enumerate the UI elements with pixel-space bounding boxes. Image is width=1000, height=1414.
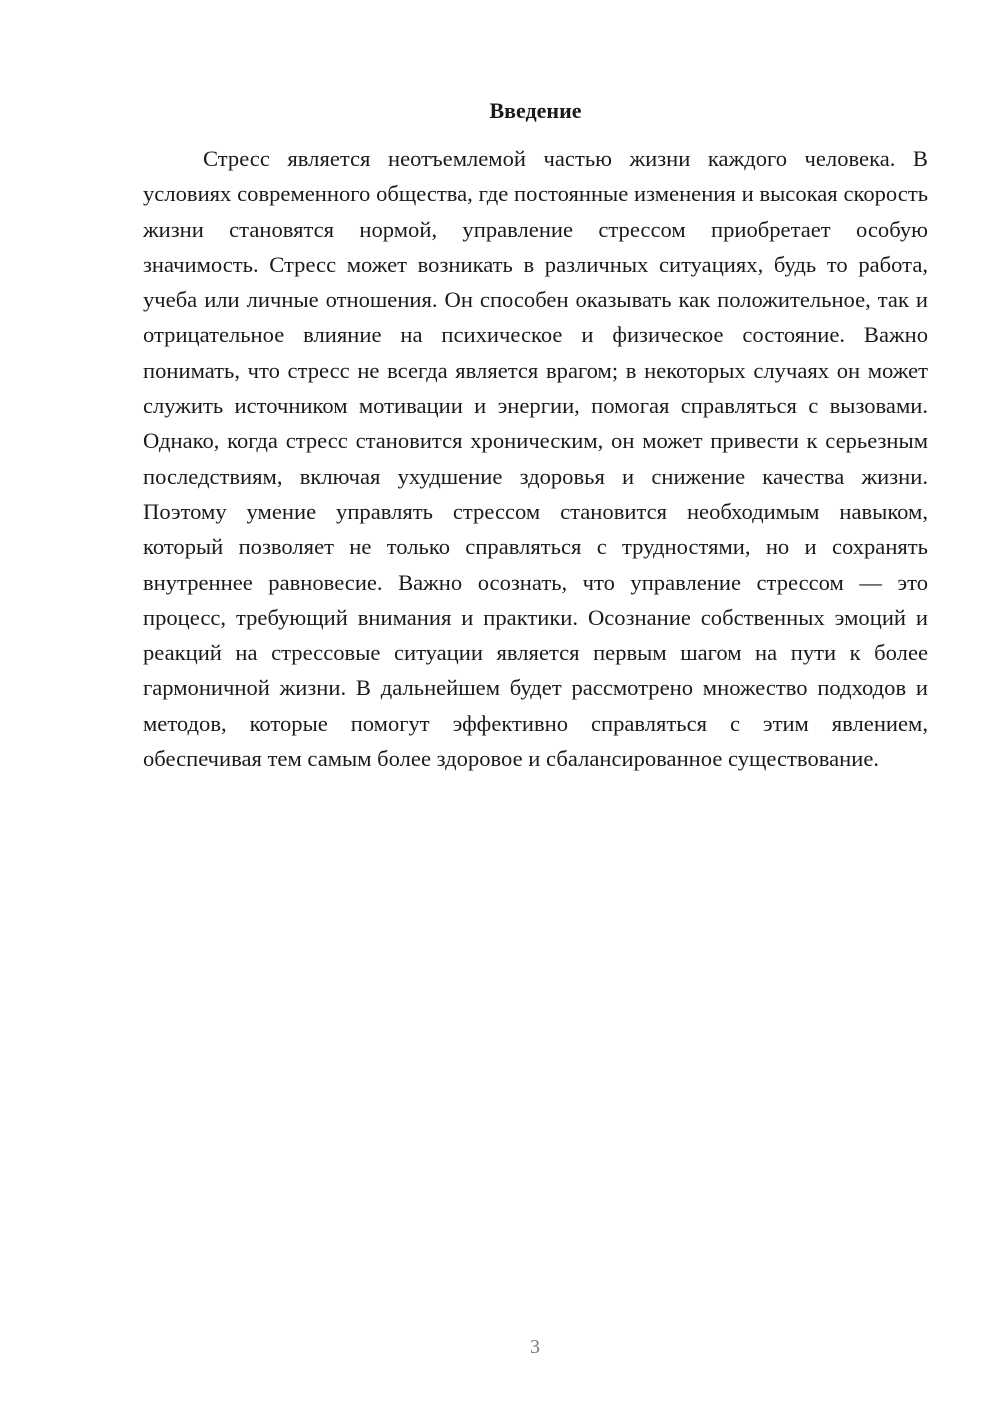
section-title: Введение — [489, 98, 582, 123]
intro-paragraph: Стресс является неотъемлемой частью жизни каждого человека. В условиях современного общества, где постоянные изменения и высокая скорость жизни становятся нормой, управление стрессом приобретает особую значимость. Стресс может возникать в различных ситуациях, будь то работа, учеба или личные отношения. Он способен оказывать как положительное, так и отрицательное влияние на психическое и физическое состояние. Важно понимать, что стресс не всегда является врагом; в некоторых случаях он может служить источником мотивации и энергии, помогая справляться с вызовами. Однако, когда стресс становится хроническим, он может привести к серьезным последствиям, включая ухудшение здоровья и снижение качества жизни. Поэтому умение управлять стрессом становится необходимым навыком, который позволяет не только справляться с трудностями, но и сохранять внутреннее равновесие. Важно осознать, что управление стрессом — это процесс, требующий внимания и практики. Осознание собственных эмоций и реакций на стрессовые ситуации является первым шагом на пути к более гармоничной жизни. В дальнейшем будет рассмотрено множество подходов и методов, которые помогут эффективно справляться с этим явлением, обеспечивая тем самым более здоровое и сбалансированное существование. — [143, 146, 928, 772]
page-number: 3 — [530, 1336, 540, 1358]
